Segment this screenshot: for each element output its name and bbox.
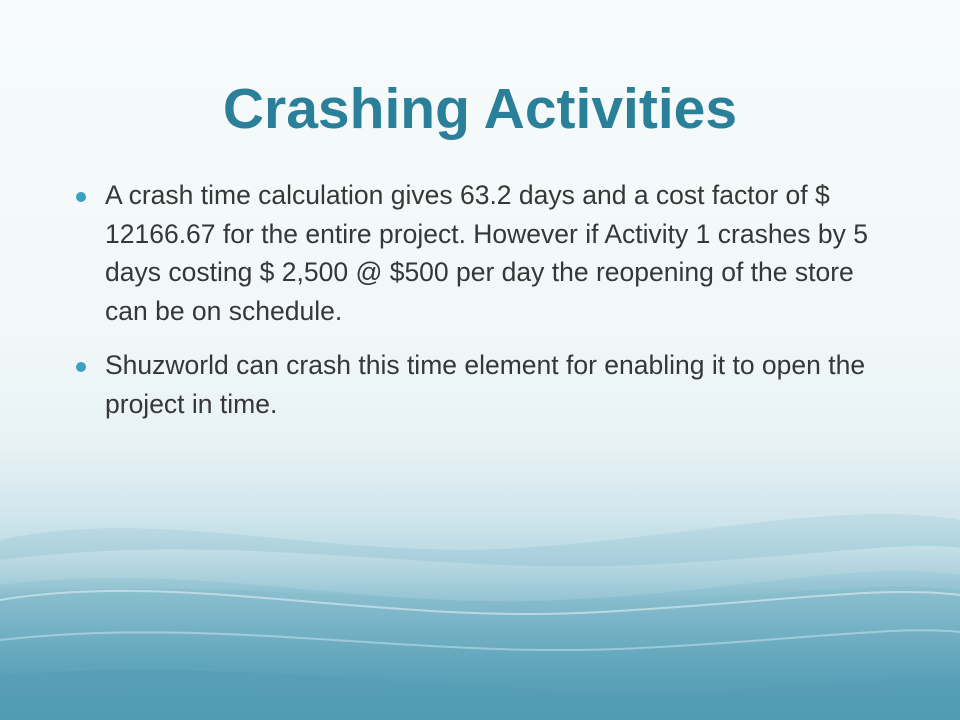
bullet-item	[72, 346, 902, 423]
bullet-list	[72, 176, 902, 439]
bullet-dot-icon	[76, 192, 86, 202]
slide-title: Crashing Activities	[222, 77, 738, 141]
bullet-text: A crash time calculation gives 63.2 days and a cost factor of $ 12166.67 for the entire project. However if Activity 1 crashes by 5 days costing $ 2,500 @ $500 per day the reopening of the store can be on schedule.	[105, 180, 869, 326]
bullet-item	[72, 176, 902, 330]
bullet-text: Shuzworld can crash this time element for enabling it to open the project in time.	[105, 350, 866, 419]
bullet-dot-icon	[76, 362, 86, 372]
